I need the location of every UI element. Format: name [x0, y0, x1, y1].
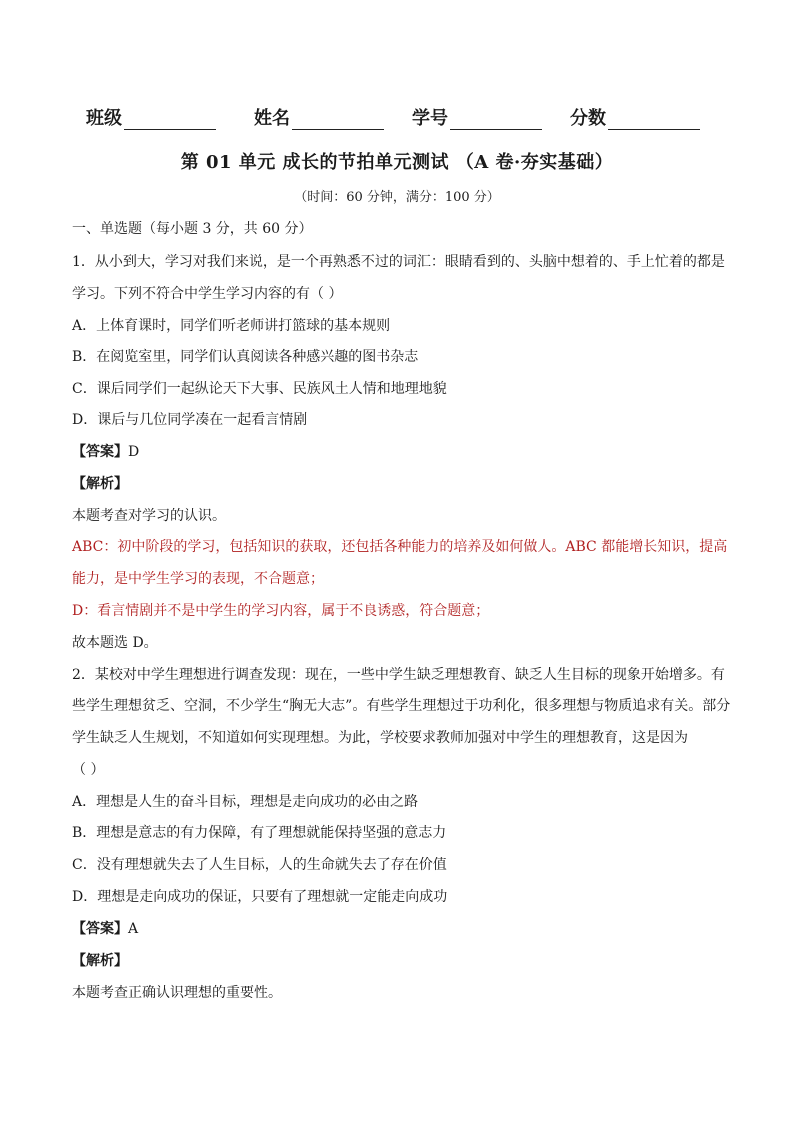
q1-option-b: B．在阅览室里，同学们认真阅读各种感兴趣的图书杂志 — [72, 349, 419, 365]
q1-analysis-intro: 本题考查对学习的认识。 — [72, 508, 226, 524]
q2-stem-line3: 学生缺乏人生规划，不知道如何实现理想。为此，学校要求教师加强对中学生的理想教育，这是因为 — [72, 730, 688, 746]
q1-answer-label: 【答案】 — [72, 444, 128, 460]
student-id-field — [412, 104, 542, 130]
q1-analysis-abc-line1: ABC：初中阶段的学习，包括知识的获取，还包括各种能力的培养及如何做人。ABC 都能增长知识，提高 — [72, 539, 728, 555]
section-heading: 一、单选题（每小题 3 分，共 60 分） — [72, 221, 313, 237]
q1-conclusion: 故本题选 D。 — [72, 635, 158, 651]
student-info-header — [86, 104, 726, 132]
exam-subtitle: （时间：60 分钟，满分：100 分） — [294, 190, 500, 205]
class-label: 班级 — [86, 108, 122, 129]
score-field — [570, 104, 700, 130]
q1-analysis-d: D：看言情剧并不是中学生的学习内容，属于不良诱惑，符合题意； — [72, 603, 490, 619]
score-blank[interactable] — [608, 109, 700, 130]
q2-stem-line4: （ ） — [72, 762, 105, 778]
q1-analysis-label: 【解析】 — [72, 476, 128, 492]
class-field — [86, 104, 216, 130]
q2-stem-line2: 些学生理想贫乏、空洞，不少学生“胸无大志”。有些学生理想过于功利化，很多理想与物质追求有关。部分 — [72, 698, 731, 714]
q1-option-a: A．上体育课时，同学们听老师讲打篮球的基本规则 — [72, 318, 391, 334]
q1-analysis-abc-line2: 能力，是中学生学习的表现，不合题意； — [72, 571, 324, 587]
student-id-label: 学号 — [412, 108, 448, 129]
q2-option-a: A．理想是人生的奋斗目标，理想是走向成功的必由之路 — [72, 794, 419, 810]
q2-stem-line1: 2．某校对中学生理想进行调查发现：现在，一些中学生缺乏理想教育、缺乏人生目标的现象开始增多。有 — [72, 667, 725, 683]
q2-answer-value: A — [128, 921, 139, 937]
q2-analysis-label: 【解析】 — [72, 953, 128, 969]
exam-title: 第 01 单元 成长的节拍单元测试 （A 卷·夯实基础） — [180, 152, 614, 173]
class-blank[interactable] — [124, 109, 216, 130]
q2-option-c: C．没有理想就失去了人生目标，人的生命就失去了存在价值 — [72, 857, 447, 873]
q1-answer-value: D — [128, 444, 140, 460]
q2-answer-label: 【答案】 — [72, 921, 128, 937]
q2-option-d: D．理想是走向成功的保证，只要有了理想就一定能走向成功 — [72, 889, 448, 905]
name-blank[interactable] — [292, 109, 384, 130]
name-label: 姓名 — [254, 108, 290, 129]
name-field — [254, 104, 384, 130]
score-label: 分数 — [570, 108, 606, 129]
q2-answer — [72, 918, 138, 938]
q1-stem-line1: 1．从小到大，学习对我们来说，是一个再熟悉不过的词汇：眼睛看到的、头脑中想着的、手上忙着的都是 — [72, 254, 725, 270]
q1-stem-line2: 学习。下列不符合中学生学习内容的有（ ） — [72, 286, 343, 302]
q2-option-b: B．理想是意志的有力保障，有了理想就能保持坚强的意志力 — [72, 825, 447, 841]
q1-answer — [72, 441, 139, 461]
q2-analysis-intro: 本题考查正确认识理想的重要性。 — [72, 985, 282, 1001]
q1-option-c: C．课后同学们一起纵论天下大事、民族风土人情和地理地貌 — [72, 381, 447, 397]
q1-option-d: D．课后与几位同学凑在一起看言情剧 — [72, 412, 308, 428]
student-id-blank[interactable] — [450, 109, 542, 130]
